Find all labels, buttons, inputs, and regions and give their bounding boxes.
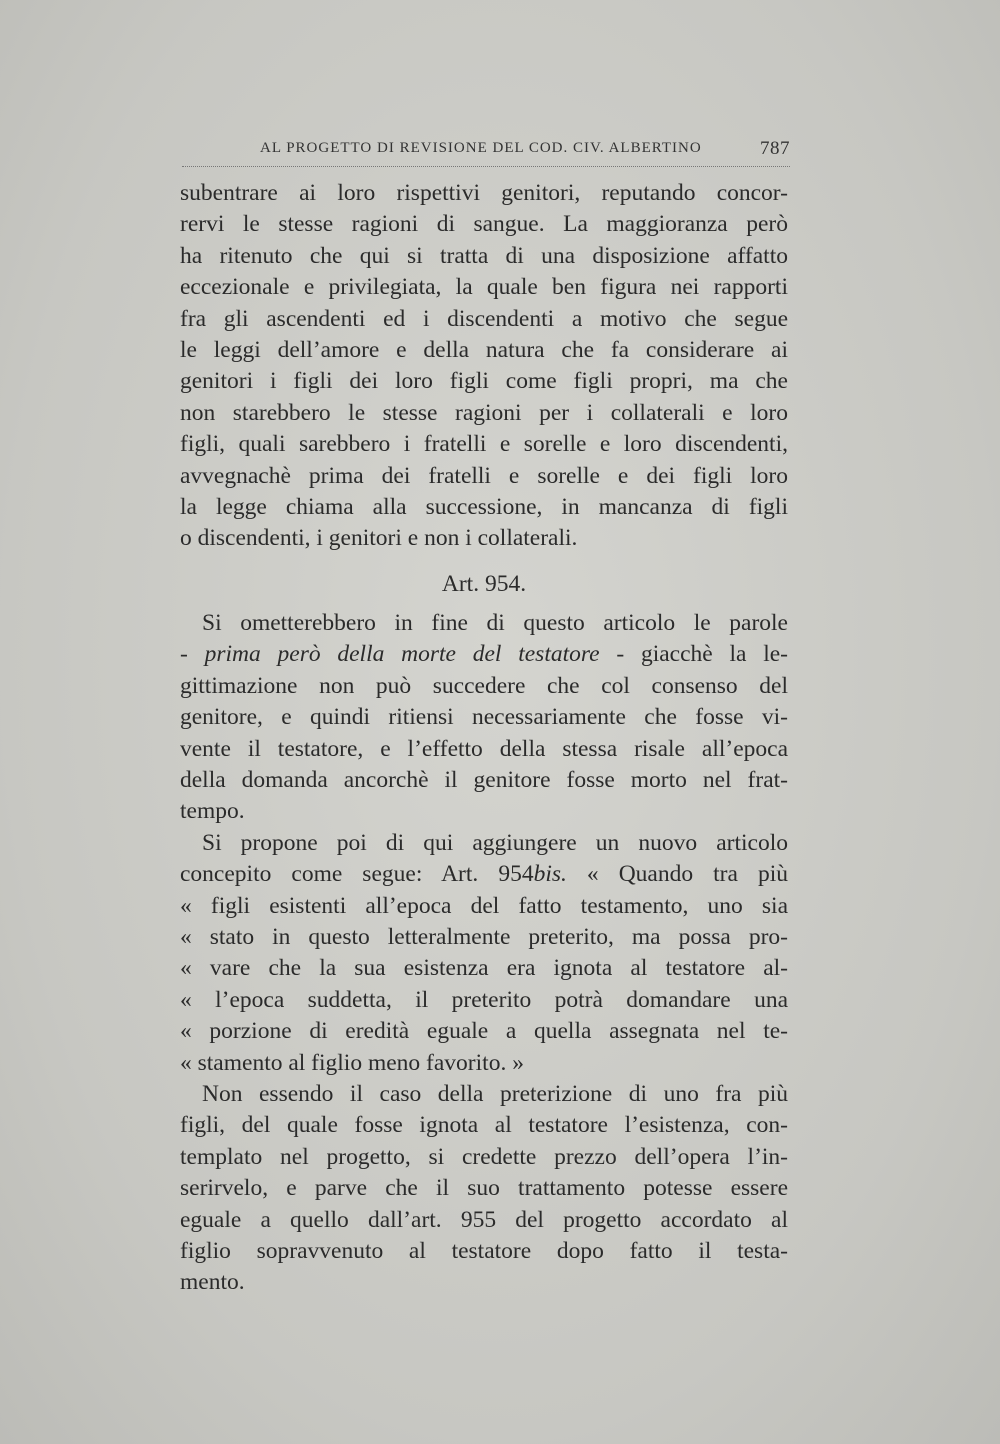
- text-line: « porzione di eredità eguale a quella assegnata nel te-: [180, 1018, 788, 1045]
- article-heading: Art. 954.: [441, 570, 527, 597]
- text-line: ha ritenuto che qui si tratta di una disposizione affatto: [180, 242, 788, 269]
- text-line: Si ometterebbero in fine di questo articolo le parole: [202, 610, 788, 637]
- text-line: figli, del quale fosse ignota al testatore l’esistenza, con-: [180, 1112, 788, 1139]
- italic-quote: prima però della morte del testatore: [204, 641, 600, 668]
- running-title: AL PROGETTO DI REVISIONE DEL COD. CIV. ALBERTINO: [260, 140, 702, 156]
- text-line: la legge chiama alla successione, in mancanza di figli: [180, 493, 788, 520]
- text-line: serirvelo, e parve che il suo trattamento potesse essere: [180, 1175, 788, 1202]
- text-line: genitore, e quindi ritiensi necessariamente che fosse vi-: [180, 704, 788, 731]
- text-line: subentrare ai loro rispettivi genitori, reputando concor-: [180, 180, 788, 206]
- text-fragment: « Quando tra più: [566, 861, 788, 888]
- text-line: Non essendo il caso della preterizione di uno fra più: [202, 1080, 788, 1107]
- text-line: [180, 639, 788, 670]
- text-line: Si propone poi di qui aggiungere un nuovo articolo: [202, 829, 788, 856]
- text-line: mento.: [180, 1269, 245, 1296]
- text-line: gittimazione non può succedere che col consenso del: [180, 672, 788, 699]
- page-number: 787: [760, 138, 790, 159]
- text-line: rervi le stesse ragioni di sangue. La maggioranza però: [180, 211, 788, 238]
- text-fragment: - giacchè la le-: [599, 641, 789, 668]
- text-line: le leggi dell’amore e della natura che fa considerare ai: [180, 336, 788, 363]
- body-text: [180, 178, 788, 1299]
- text-line: figlio sopravvenuto al testatore dopo fatto il testa-: [180, 1237, 788, 1264]
- text-line: « l’epoca suddetta, il preterito potrà domandare una: [180, 986, 788, 1013]
- text-line: fra gli ascendenti ed i discendenti a motivo che segue: [180, 305, 788, 332]
- text-line: « figli esistenti all’epoca del fatto testamento, uno sia: [180, 892, 788, 919]
- text-line: templato nel progetto, si credette prezzo dell’opera l’in-: [180, 1143, 788, 1170]
- text-line: genitori i figli dei loro figli come figli propri, ma che: [180, 368, 788, 395]
- header-rule: [182, 166, 790, 167]
- text-line: della domanda ancorchè il genitore fosse morto nel frat-: [180, 767, 788, 794]
- text-line: figli, quali sarebbero i fratelli e sorelle e loro discendenti,: [180, 431, 788, 458]
- text-line: « vare che la sua esistenza era ignota al testatore al-: [180, 955, 788, 982]
- text-line: avvegnachè prima dei fratelli e sorelle e dei figli loro: [180, 462, 788, 489]
- text-line: o discendenti, i genitori e non i collaterali.: [180, 525, 578, 552]
- text-line: tempo.: [180, 798, 245, 825]
- text-fragment: concepito come segue: Art. 954: [180, 861, 534, 888]
- text-line: « stato in questo letteralmente preterito, ma possa pro-: [180, 923, 788, 950]
- text-line: non starebbero le stesse ragioni per i collaterali e loro: [180, 399, 788, 426]
- text-line: « stamento al figlio meno favorito. »: [180, 1049, 524, 1076]
- text-line: eccezionale e privilegiata, la quale ben figura nei rapporti: [180, 274, 788, 301]
- text-line: eguale a quello dall’art. 955 del progetto accordato al: [180, 1206, 788, 1233]
- text-line: [180, 859, 788, 890]
- text-fragment: -: [180, 641, 205, 668]
- text-line: vente il testatore, e l’effetto della stessa risale all’epoca: [180, 735, 788, 762]
- italic-bis: bis.: [533, 861, 567, 888]
